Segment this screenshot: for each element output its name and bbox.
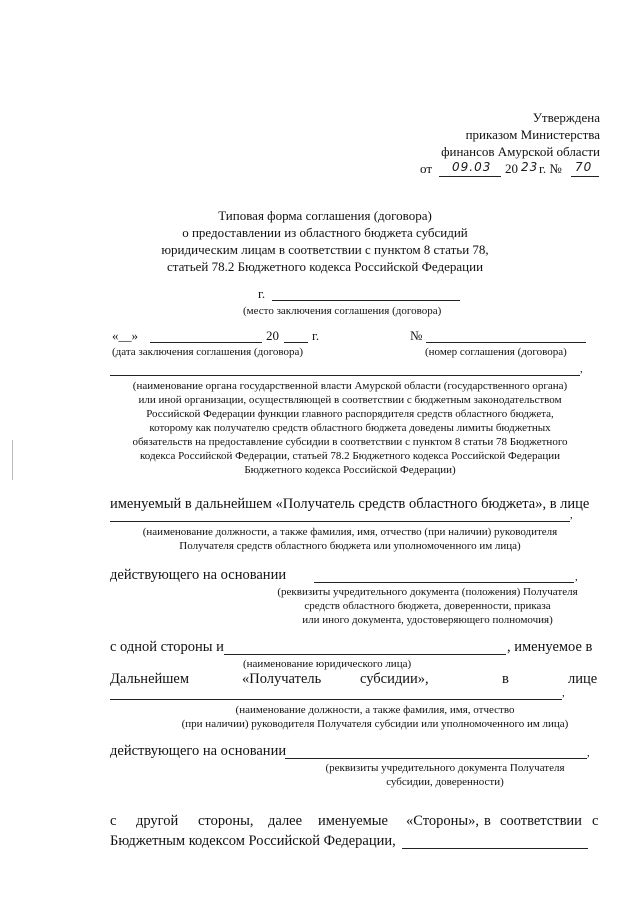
party-person-caption-2: (при наличии) руководителя Получателя субсидии или уполномоченного им лица)	[181, 718, 569, 730]
recipient-text: именуемый в дальнейшем «Получатель средств областного бюджета», в лице	[110, 496, 590, 512]
closing-word-9: с	[592, 813, 599, 829]
approval-line-3: финансов Амурской области	[441, 144, 600, 159]
approval-from: от	[420, 161, 433, 176]
place-underline	[272, 300, 460, 301]
party-word-5: лице	[568, 671, 598, 687]
basis2-underline	[285, 758, 587, 759]
approval-number-handwritten: 70	[575, 160, 593, 174]
basis2-caption-1: (реквизиты учредительного документа Получателя	[325, 762, 565, 774]
party-suffix: , именуемое в	[507, 639, 593, 655]
party-word-1: Дальнейшем	[110, 671, 190, 687]
authority-caption-2: или иной организации, осуществляющей в соответствии с бюджетным законодательством	[138, 394, 562, 406]
date-caption: (дата заключения соглашения (договора)	[112, 346, 304, 358]
title-line-2: о предоставлении из областного бюджета субсидий	[182, 225, 468, 240]
basis1-caption-2: средств областного бюджета, доверенности, приказа	[304, 600, 551, 612]
number-sign: №	[410, 328, 423, 343]
party-word-3: субсидии»,	[360, 671, 429, 687]
number-underline	[426, 342, 586, 343]
party-word-2: «Получатель	[242, 671, 322, 687]
party-prefix: с одной стороны и	[110, 639, 224, 655]
approval-number-underline	[571, 176, 599, 177]
closing-word-1: с	[110, 813, 117, 829]
closing-word-7: в	[484, 813, 491, 829]
basis2-comma: ,	[587, 747, 590, 759]
authority-caption-4: которому как получателю средств областного бюджета доведены лимиты бюджетных	[149, 422, 551, 434]
authority-caption-6: кодекса Российской Федерации, статьей 78.2 Бюджетного кодекса Российской Федерации	[139, 450, 560, 462]
title-line-1: Типовая форма соглашения (договора)	[218, 208, 432, 223]
closing-word-5: именуемые	[318, 813, 388, 829]
party-person-underline	[110, 699, 562, 700]
party-underline	[224, 654, 506, 655]
recipient-caption-2: Получателя средств областного бюджета или уполномоченного им лица)	[179, 540, 521, 552]
closing-word-6: «Стороны»,	[406, 813, 480, 829]
recipient-underline	[110, 521, 570, 522]
basis1-text: действующего на основании	[110, 567, 287, 583]
party-person-comma: ,	[562, 687, 565, 699]
place-caption: (место заключения соглашения (договора)	[243, 305, 442, 317]
title-line-4: статьей 78.2 Бюджетного кодекса Российской Федерации	[166, 259, 484, 274]
authority-caption-3: Российской Федерации функции главного распорядителя средств областного бюджета,	[146, 408, 554, 420]
party-person-caption-1: (наименование должности, а также фамилия, имя, отчество	[235, 704, 515, 716]
authority-comma: ,	[580, 363, 583, 375]
basis1-caption-1: (реквизиты учредительного документа (положения) Получателя	[277, 586, 578, 598]
place-prefix: г.	[258, 286, 266, 301]
closing-word-4: далее	[268, 813, 303, 829]
authority-caption-1: (наименование органа государственной власти Амурской области (государственного органа)	[132, 380, 568, 392]
approval-number-label: г. №	[539, 161, 562, 176]
basis2-text: действующего на основании	[110, 743, 287, 759]
authority-caption-7: Бюджетного кодекса Российской Федерации)	[244, 464, 456, 476]
party-caption: (наименование юридического лица)	[243, 658, 412, 670]
scan-margin-mark	[12, 440, 13, 480]
title-line-3: юридическим лицам в соответствии с пунктом 8 статьи 78,	[161, 242, 489, 257]
closing-line-2: Бюджетным кодексом Российской Федерации,	[110, 833, 396, 849]
approval-date-underline	[439, 176, 501, 177]
approval-year-prefix: 20	[505, 161, 518, 176]
date-year-prefix: 20	[266, 328, 279, 343]
approval-date-handwritten: 09.03	[452, 160, 492, 174]
closing-underline	[402, 848, 588, 849]
basis2-caption-2: субсидии, доверенности)	[386, 776, 504, 788]
recipient-comma: ,	[570, 509, 573, 521]
date-year-underline	[284, 342, 308, 343]
number-caption: (номер соглашения (договора)	[425, 346, 567, 358]
basis1-comma: ,	[575, 571, 578, 583]
approval-year-handwritten: 23	[521, 160, 539, 174]
approval-line-2: приказом Министерства	[465, 127, 600, 142]
basis1-caption-3: или иного документа, удостоверяющего полномочия)	[302, 614, 553, 626]
date-year-suffix: г.	[312, 328, 320, 343]
party-word-4: в	[502, 671, 509, 687]
basis1-underline	[314, 582, 574, 583]
authority-caption-5: обязательств на предоставление субсидии в соответствии с пунктом 8 статьи 78 Бюджетного	[132, 436, 568, 448]
date-day: «__»	[112, 328, 138, 343]
approval-line-1: Утверждена	[532, 110, 600, 125]
closing-word-3: стороны,	[198, 813, 254, 829]
closing-word-8: соответствии	[500, 813, 582, 829]
authority-underline	[110, 375, 580, 376]
date-month-underline	[150, 342, 262, 343]
closing-word-2: другой	[136, 813, 179, 829]
recipient-caption-1: (наименование должности, а также фамилия, имя, отчество (при наличии) руководителя	[142, 526, 558, 538]
